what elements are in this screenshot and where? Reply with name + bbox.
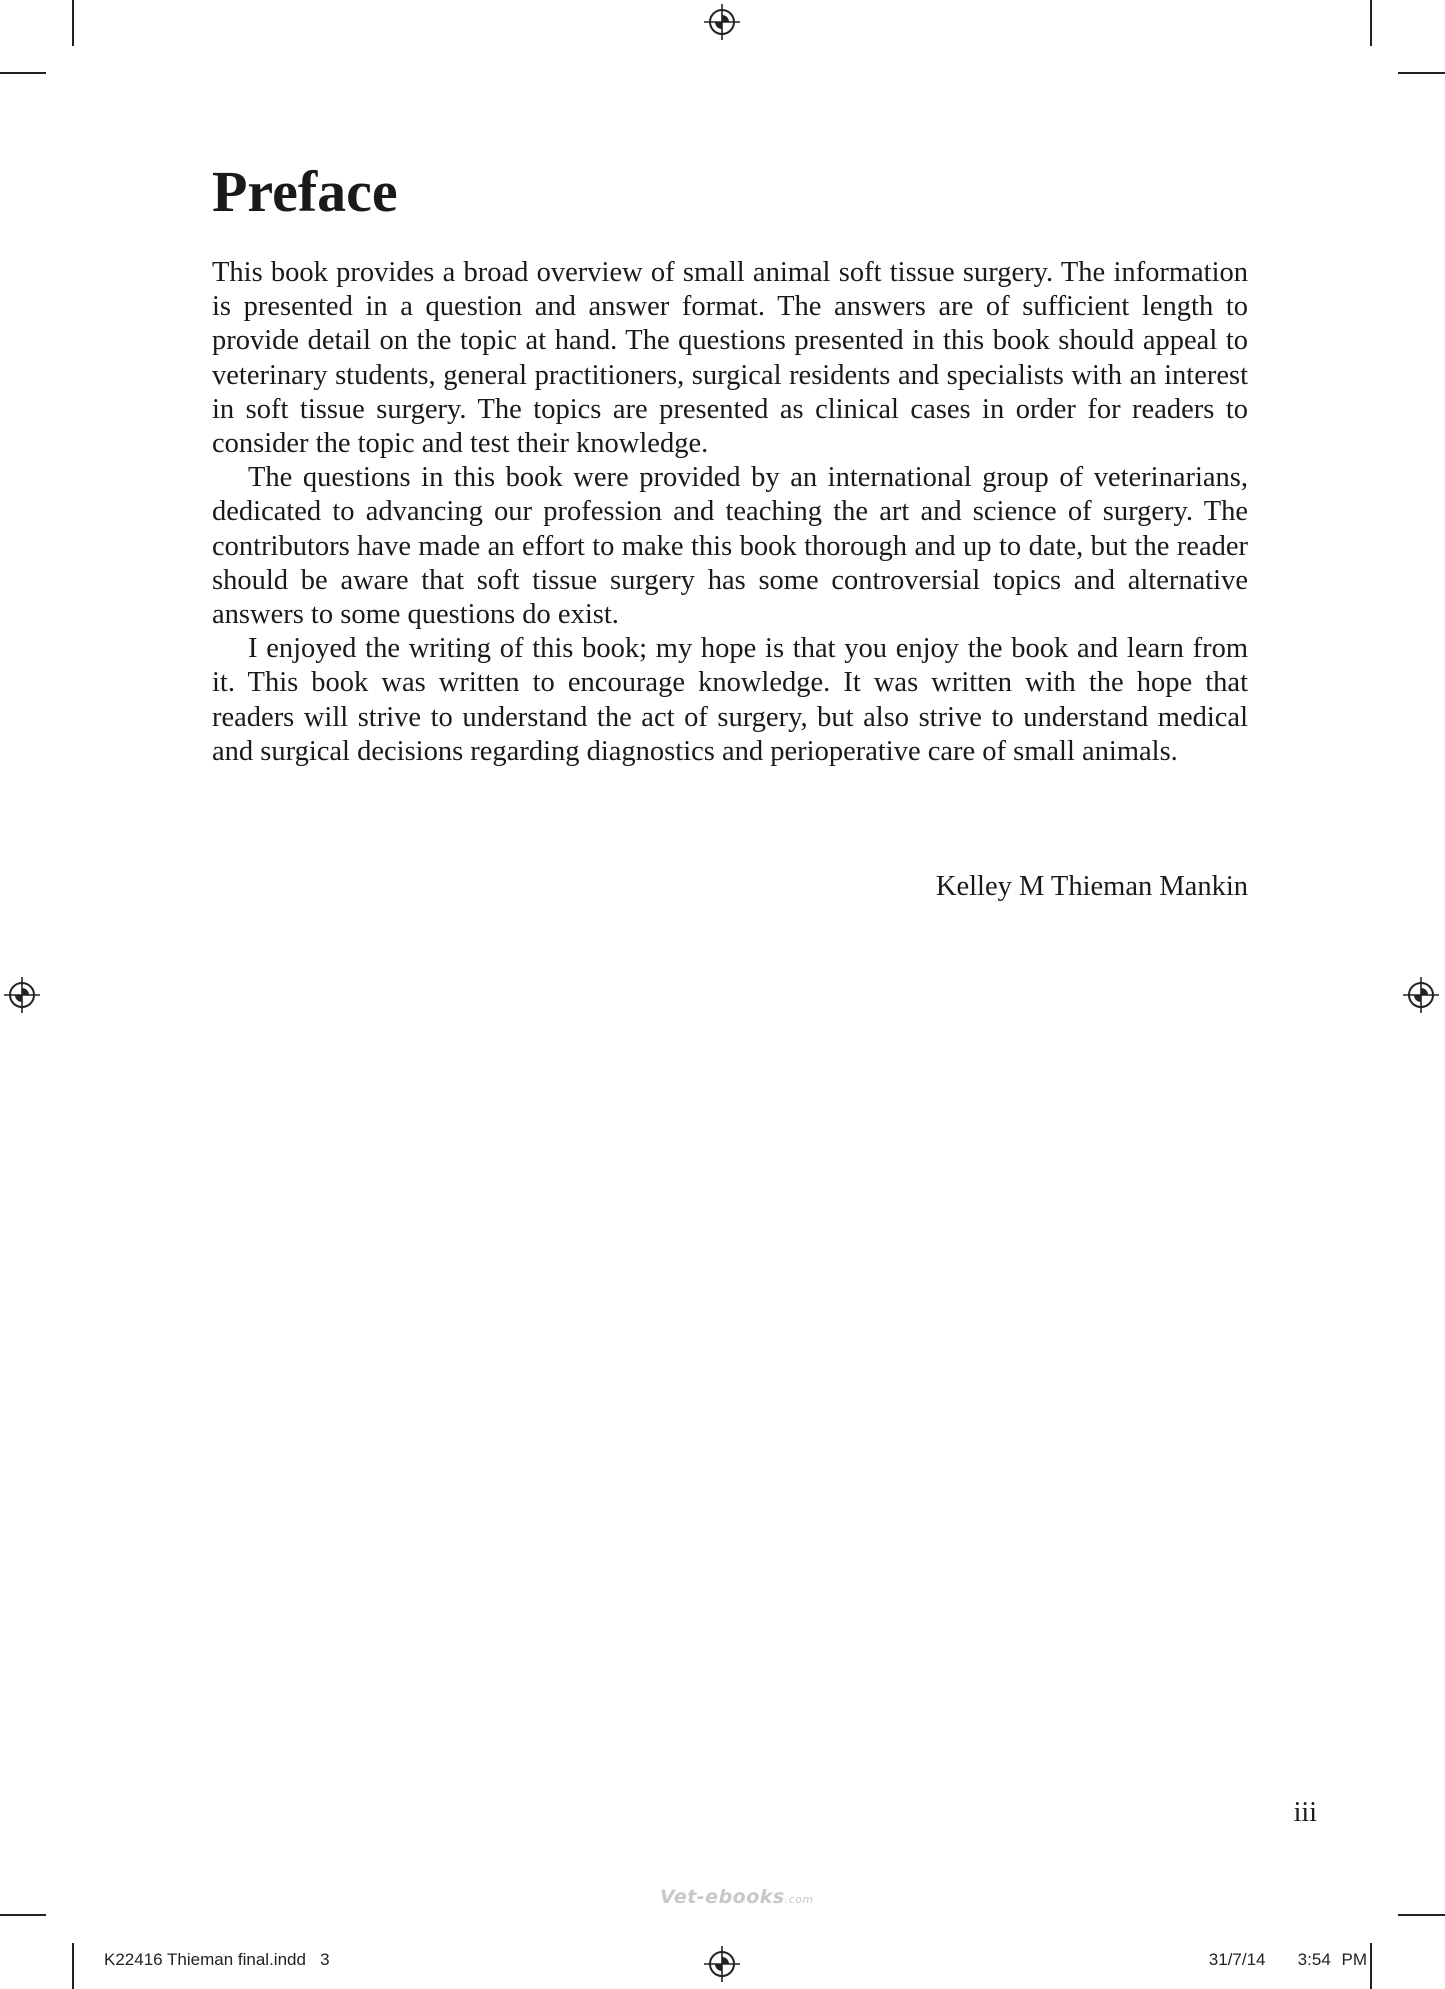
crop-mark-top-left-horizontal <box>0 72 46 74</box>
crop-mark-bottom-left-vertical <box>72 1943 74 1989</box>
print-slug-file: K22416 Thieman final.indd 3 <box>104 1950 330 1969</box>
page-title: Preface <box>212 159 398 224</box>
crop-mark-bottom-left-horizontal <box>0 1914 46 1916</box>
crop-mark-bottom-right-vertical <box>1370 1943 1372 1989</box>
registration-target-icon <box>704 1946 740 1982</box>
watermark-suffix: .com <box>784 1893 814 1906</box>
page-number: iii <box>1293 1797 1317 1828</box>
paragraph: I enjoyed the writing of this book; my hope is that you enjoy the book and learn from it. This book was written to encourage knowledge. It was written with the hope that readers will strive to understand the act of surgery, but also strive to understand medical and surgical decisions regarding diagnostics and perioperative care of small animals. <box>212 633 1248 767</box>
crop-mark-top-right-horizontal <box>1398 72 1445 74</box>
preface-body <box>212 256 1248 769</box>
print-slug-datetime: 31/7/14 3:54 PM <box>1208 1950 1367 1969</box>
crop-mark-bottom-right-horizontal <box>1398 1914 1445 1916</box>
watermark-text: Vet-ebooks <box>660 1886 785 1908</box>
crop-mark-top-right-vertical <box>1370 0 1372 46</box>
author-signature: Kelley M Thieman Mankin <box>935 871 1248 902</box>
watermark <box>660 1886 814 1908</box>
paragraph: The questions in this book were provided by an international group of veterinarians, dedicated to advancing our profession and teaching the art and science of surgery. The contributors have made an effort to make this book thorough and up to date, but the reader should be aware that soft tissue surgery has some controversial topics and alternative answers to some questions do exist. <box>212 462 1248 631</box>
registration-target-icon <box>704 4 740 40</box>
registration-target-icon <box>1403 977 1439 1013</box>
registration-target-icon <box>4 977 40 1013</box>
paragraph: This book provides a broad overview of small animal soft tissue surgery. The information is presented in a question and answer format. The answers are of sufficient length to provide detail on the topic at hand. The questions presented in this book should appeal to veterinary students, general practitioners, surgical residents and specialists with an interest in soft tissue surgery. The topics are presented as clinical cases in order for readers to consider the topic and test their knowledge. <box>212 257 1248 460</box>
crop-mark-top-left-vertical <box>72 0 74 46</box>
